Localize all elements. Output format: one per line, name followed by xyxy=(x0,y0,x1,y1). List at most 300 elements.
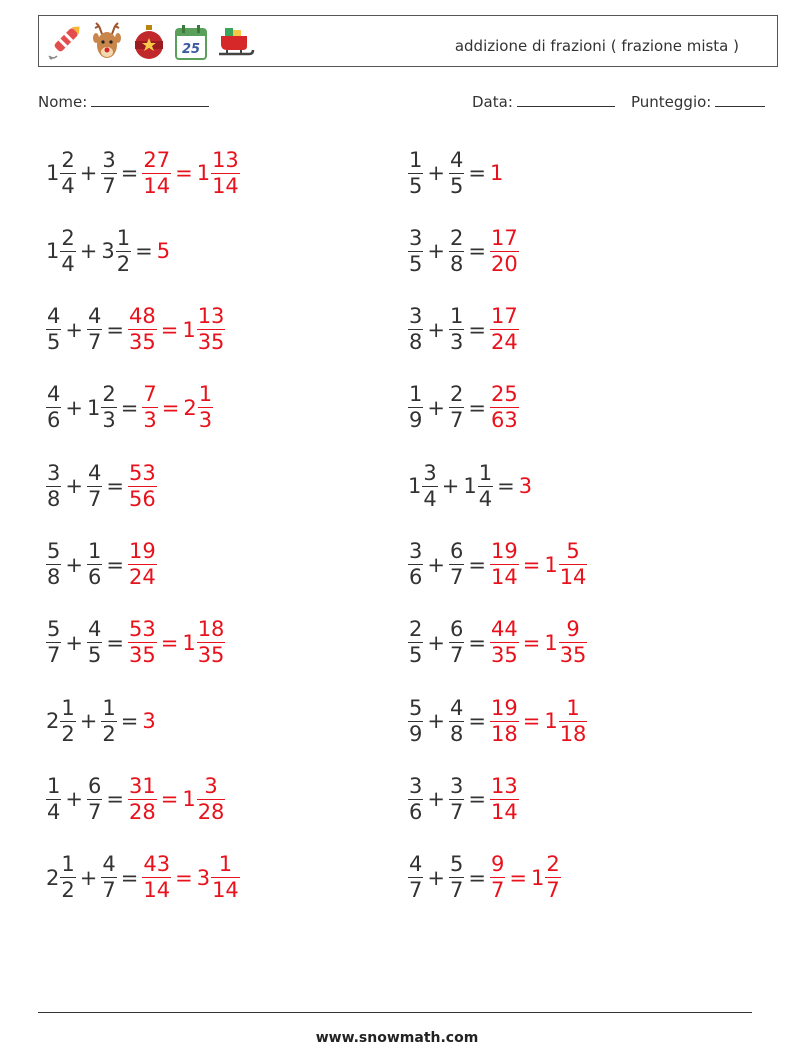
addend-b-denominator: 8 xyxy=(449,251,464,276)
score-line[interactable] xyxy=(715,92,765,107)
addend-a-fraction xyxy=(60,695,75,746)
result-numerator: 53 xyxy=(128,460,156,485)
addend-a-denominator: 9 xyxy=(409,721,423,746)
sleigh-icon xyxy=(215,22,255,62)
addend-b-numerator: 1 xyxy=(449,304,464,329)
mixed-result-whole: 1 xyxy=(544,630,558,655)
calendar-icon xyxy=(173,22,209,62)
addend-a-number xyxy=(408,619,423,666)
addend-b-denominator: 3 xyxy=(102,408,116,433)
answer xyxy=(128,773,225,824)
mixed-result-denominator: 35 xyxy=(197,643,225,668)
addend-a-numerator: 2 xyxy=(61,147,75,172)
result-fraction xyxy=(128,306,157,353)
result-number xyxy=(128,773,157,824)
addend-b-number xyxy=(449,541,464,588)
answer xyxy=(157,239,171,263)
equals-sign: = xyxy=(468,317,486,342)
answer xyxy=(142,709,156,733)
result-denominator: 35 xyxy=(128,643,156,668)
result-fraction xyxy=(128,619,157,666)
addend-b-denominator: 2 xyxy=(116,251,131,276)
addend-b-numerator: 1 xyxy=(116,225,131,250)
problem-item xyxy=(408,378,519,438)
answer xyxy=(142,384,213,431)
result-fraction xyxy=(490,695,519,746)
answer-equals-sign: = xyxy=(522,552,541,577)
result-fraction xyxy=(128,541,157,588)
addend-a-whole: 1 xyxy=(408,474,422,499)
result-number xyxy=(490,161,504,185)
addend-a-number xyxy=(46,225,76,276)
equals-sign: = xyxy=(468,239,486,264)
name-field[interactable] xyxy=(38,92,209,111)
result-number xyxy=(128,619,157,666)
result-number xyxy=(490,384,519,431)
addend-a-numerator: 3 xyxy=(409,773,423,798)
result-number xyxy=(157,239,171,263)
mixed-result-fraction xyxy=(545,854,560,901)
problem-item xyxy=(408,769,519,829)
mixed-result-denominator: 35 xyxy=(197,330,225,355)
problem-item xyxy=(46,691,157,751)
addend-b-denominator: 6 xyxy=(87,565,102,589)
equals-sign: = xyxy=(468,787,486,812)
plus-sign: + xyxy=(427,709,445,734)
result-number xyxy=(142,147,171,198)
addend-b-number xyxy=(87,541,102,588)
equals-sign: = xyxy=(120,865,139,890)
addend-a-fraction xyxy=(422,460,437,511)
problem-item xyxy=(408,691,587,751)
answer-equals-sign: = xyxy=(509,865,527,890)
addend-a-number xyxy=(46,541,61,588)
addend-a-denominator: 2 xyxy=(61,721,75,746)
mixed-result-whole: 3 xyxy=(196,865,211,890)
addend-b-numerator: 2 xyxy=(449,225,464,250)
result-whole: 5 xyxy=(156,239,171,264)
result-number xyxy=(142,709,156,733)
plus-sign: + xyxy=(441,474,460,499)
addend-b-fraction xyxy=(87,541,102,588)
mixed-result-number xyxy=(183,384,213,431)
answer-equals-sign: = xyxy=(160,787,179,812)
addend-b-fraction xyxy=(478,460,493,511)
addend-a-number xyxy=(46,147,76,198)
result-numerator: 44 xyxy=(490,617,518,642)
calendar-number: 25 xyxy=(181,42,201,57)
answer-equals-sign: = xyxy=(522,709,541,734)
result-denominator: 3 xyxy=(143,408,157,433)
addend-a-denominator: 5 xyxy=(409,173,423,198)
answer-equals-sign: = xyxy=(522,630,541,655)
addend-a-denominator: 7 xyxy=(47,643,61,668)
addend-a-denominator: 5 xyxy=(47,330,61,355)
addend-b-denominator: 4 xyxy=(478,486,493,511)
addend-a-fraction xyxy=(408,384,423,431)
addend-a-fraction xyxy=(408,225,423,276)
problem-item xyxy=(46,535,157,595)
plus-sign: + xyxy=(65,474,83,499)
worksheet-title: addizione di frazioni ( frazione mista ) xyxy=(454,37,739,55)
answer-equals-sign: = xyxy=(160,630,179,655)
addend-b-number xyxy=(101,695,116,746)
mixed-result-number xyxy=(531,854,561,901)
result-denominator: 18 xyxy=(490,721,518,746)
result-denominator: 20 xyxy=(490,251,518,276)
addend-a-fraction xyxy=(408,695,423,746)
footer-divider xyxy=(38,1012,752,1013)
plus-sign: + xyxy=(427,161,445,185)
addend-b-numerator: 1 xyxy=(478,460,493,485)
answer xyxy=(490,854,561,901)
addend-a-fraction xyxy=(408,306,423,353)
mixed-result-denominator: 14 xyxy=(559,565,587,589)
equals-sign: = xyxy=(468,865,486,890)
addend-a-denominator: 8 xyxy=(47,486,61,511)
mixed-result-denominator: 28 xyxy=(197,799,225,824)
addend-a-numerator: 3 xyxy=(409,539,423,563)
addend-a-numerator: 3 xyxy=(409,225,423,250)
equals-sign: = xyxy=(106,552,124,577)
answer xyxy=(490,225,519,276)
mixed-result-denominator: 18 xyxy=(559,721,587,746)
plus-sign: + xyxy=(427,630,445,655)
mixed-result-whole: 1 xyxy=(544,709,558,734)
result-denominator: 63 xyxy=(490,408,518,433)
addend-b-fraction xyxy=(449,695,464,746)
addend-b-numerator: 1 xyxy=(87,539,102,563)
addend-a-number xyxy=(408,225,423,276)
addend-a-number xyxy=(46,460,61,511)
addend-b-fraction xyxy=(87,306,102,353)
result-numerator: 17 xyxy=(490,225,518,250)
problem-item xyxy=(46,456,157,516)
addend-b-denominator: 7 xyxy=(449,799,464,824)
addend-a-fraction xyxy=(46,619,61,666)
reindeer-icon xyxy=(89,22,125,62)
plus-sign: + xyxy=(79,865,98,890)
addend-b-numerator: 6 xyxy=(449,539,464,563)
ornament-icon xyxy=(131,22,167,62)
addend-b-denominator: 7 xyxy=(102,878,116,903)
addend-b-number xyxy=(101,147,116,198)
answer xyxy=(490,541,587,588)
mixed-result-fraction xyxy=(559,695,588,746)
addend-a-numerator: 3 xyxy=(423,460,437,485)
date-line[interactable] xyxy=(517,92,615,107)
problem-item xyxy=(46,769,225,829)
addend-a-numerator: 5 xyxy=(47,539,61,563)
plus-sign: + xyxy=(427,865,445,890)
addend-b-fraction xyxy=(101,384,116,431)
addend-b-denominator: 2 xyxy=(102,721,116,746)
addend-a-numerator: 4 xyxy=(47,304,61,329)
mixed-result-numerator: 2 xyxy=(546,852,560,877)
addend-b-number xyxy=(449,306,464,353)
answer xyxy=(128,541,157,588)
answer xyxy=(519,474,533,498)
plus-sign: + xyxy=(65,552,83,577)
answer-equals-sign: = xyxy=(175,865,193,890)
result-fraction xyxy=(128,773,157,824)
mixed-result-fraction xyxy=(559,541,588,588)
addend-b-number xyxy=(449,695,464,746)
plus-sign: + xyxy=(427,239,445,264)
result-number xyxy=(490,854,505,901)
mixed-result-whole: 1 xyxy=(182,317,196,342)
mixed-result-numerator: 3 xyxy=(204,773,218,798)
addend-a-number xyxy=(408,773,423,824)
name-line[interactable] xyxy=(91,92,209,107)
problem-item xyxy=(46,221,171,281)
result-number xyxy=(490,695,519,746)
result-numerator: 19 xyxy=(128,539,156,563)
plus-sign: + xyxy=(79,709,98,734)
addend-b-numerator: 2 xyxy=(449,382,464,407)
addend-a-denominator: 8 xyxy=(409,330,423,355)
mixed-result-denominator: 3 xyxy=(198,408,213,433)
mixed-result-numerator: 1 xyxy=(198,382,213,407)
mixed-result-numerator: 18 xyxy=(197,617,225,642)
addend-b-denominator: 7 xyxy=(449,408,464,433)
mixed-result-numerator: 1 xyxy=(566,695,580,720)
result-denominator: 35 xyxy=(128,330,156,355)
problem-item xyxy=(408,535,587,595)
addend-b-numerator: 4 xyxy=(87,304,102,329)
result-whole: 3 xyxy=(518,474,533,499)
problem-item xyxy=(408,848,561,908)
addend-a-denominator: 5 xyxy=(409,251,423,276)
addend-b-denominator: 7 xyxy=(87,486,102,511)
date-field[interactable] xyxy=(472,92,615,111)
addend-b-fraction xyxy=(449,147,464,198)
addend-b-denominator: 7 xyxy=(87,799,102,824)
addend-b-numerator: 6 xyxy=(449,617,464,642)
header-icons xyxy=(45,22,255,62)
plus-sign: + xyxy=(79,239,98,264)
mixed-result-numerator: 5 xyxy=(566,539,580,563)
addend-b-numerator: 6 xyxy=(87,773,102,798)
problem-item xyxy=(46,300,225,360)
result-denominator: 14 xyxy=(143,878,171,903)
problem-item xyxy=(408,613,587,673)
result-denominator: 56 xyxy=(128,486,156,511)
addend-b-number xyxy=(87,306,102,353)
addend-a-denominator: 6 xyxy=(409,799,423,824)
mixed-result-denominator: 35 xyxy=(559,643,587,668)
result-fraction xyxy=(490,225,519,276)
equals-sign: = xyxy=(106,787,124,812)
result-fraction xyxy=(490,541,519,588)
addend-a-fraction xyxy=(46,306,61,353)
answer xyxy=(490,306,519,353)
addend-b-fraction xyxy=(449,773,464,824)
mixed-result-numerator: 1 xyxy=(218,852,233,877)
result-numerator: 17 xyxy=(490,304,518,329)
addend-b-fraction xyxy=(449,225,464,276)
result-denominator: 7 xyxy=(490,878,505,903)
addend-b-fraction xyxy=(87,619,102,666)
addend-a-fraction xyxy=(408,773,423,824)
answer xyxy=(128,460,157,511)
problem-item xyxy=(46,848,240,908)
addend-b-number xyxy=(87,384,117,431)
equals-sign: = xyxy=(468,552,486,577)
addend-a-numerator: 3 xyxy=(409,304,423,329)
addend-b-number xyxy=(87,773,102,824)
equals-sign: = xyxy=(106,630,124,655)
addend-a-denominator: 4 xyxy=(423,486,437,511)
addend-b-denominator: 7 xyxy=(102,173,116,198)
addend-b-fraction xyxy=(87,460,102,511)
plus-sign: + xyxy=(65,787,83,812)
result-fraction xyxy=(142,147,171,198)
name-label: Nome: xyxy=(38,93,88,111)
result-fraction xyxy=(490,384,519,431)
problem-item xyxy=(46,143,240,203)
addend-a-number xyxy=(408,460,438,511)
result-numerator: 43 xyxy=(143,852,171,877)
addend-a-numerator: 1 xyxy=(61,695,75,720)
addend-b-number xyxy=(449,384,464,431)
result-numerator: 48 xyxy=(128,304,156,329)
equals-sign: = xyxy=(468,709,486,734)
result-number xyxy=(142,854,171,901)
score-label: Punteggio: xyxy=(631,93,712,111)
mixed-result-denominator: 14 xyxy=(212,173,239,198)
mixed-result-fraction xyxy=(559,619,588,666)
addend-b-numerator: 4 xyxy=(87,460,102,485)
result-number xyxy=(490,306,519,353)
mixed-result-whole: 1 xyxy=(182,630,196,655)
answer xyxy=(490,384,519,431)
addend-a-numerator: 1 xyxy=(409,382,423,407)
addend-b-number xyxy=(463,460,493,511)
mixed-result-number xyxy=(182,773,225,824)
result-fraction xyxy=(490,619,519,666)
plus-sign: + xyxy=(427,787,445,812)
addend-b-number xyxy=(101,854,116,901)
mixed-result-number xyxy=(544,541,587,588)
result-denominator: 14 xyxy=(490,565,518,589)
plus-sign: + xyxy=(427,552,445,577)
mixed-result-fraction xyxy=(198,384,213,431)
addend-a-numerator: 3 xyxy=(47,460,61,485)
answer xyxy=(490,695,587,746)
result-whole: 3 xyxy=(142,709,156,734)
answer xyxy=(128,306,225,353)
addend-a-number xyxy=(408,306,423,353)
result-number xyxy=(519,474,533,498)
problem-item xyxy=(408,221,519,281)
addend-a-denominator: 5 xyxy=(409,643,423,668)
addend-b-number xyxy=(449,225,464,276)
addend-a-number xyxy=(408,147,423,198)
result-fraction xyxy=(142,854,171,901)
result-numerator: 27 xyxy=(143,147,171,172)
addend-b-denominator: 7 xyxy=(449,643,464,668)
answer xyxy=(490,619,587,666)
mixed-result-number xyxy=(182,619,225,666)
addend-b-number xyxy=(449,619,464,666)
result-fraction xyxy=(128,460,157,511)
plus-sign: + xyxy=(427,395,445,420)
addend-a-numerator: 4 xyxy=(409,852,423,877)
answer xyxy=(128,619,225,666)
addend-a-denominator: 6 xyxy=(409,565,423,589)
addend-b-numerator: 4 xyxy=(449,695,464,720)
addend-a-whole: 2 xyxy=(46,865,60,890)
mixed-result-numerator: 13 xyxy=(212,147,239,172)
addend-b-fraction xyxy=(449,854,464,901)
addend-a-number xyxy=(46,854,76,901)
addend-a-fraction xyxy=(46,384,61,431)
addend-b-numerator: 2 xyxy=(102,382,116,407)
addend-a-fraction xyxy=(46,773,61,824)
addend-a-whole: 1 xyxy=(46,239,60,264)
addend-a-whole: 2 xyxy=(46,709,60,734)
equals-sign: = xyxy=(468,161,486,185)
result-fraction xyxy=(490,306,519,353)
equals-sign: = xyxy=(106,317,124,342)
mixed-result-fraction xyxy=(211,147,240,198)
addend-b-number xyxy=(449,854,464,901)
footer-url: www.snowmath.com xyxy=(315,1030,479,1046)
result-number xyxy=(128,460,157,511)
addend-a-numerator: 1 xyxy=(61,852,75,877)
result-denominator: 28 xyxy=(128,799,156,824)
addend-a-number xyxy=(408,541,423,588)
answer xyxy=(490,773,519,824)
addend-b-numerator: 5 xyxy=(449,852,464,877)
mixed-result-fraction xyxy=(211,854,240,901)
addend-b-number xyxy=(449,147,464,198)
mixed-result-denominator: 14 xyxy=(212,878,239,903)
mixed-result-numerator: 13 xyxy=(197,304,225,329)
mixed-result-whole: 1 xyxy=(182,787,196,812)
result-denominator: 24 xyxy=(128,565,156,589)
mixed-result-fraction xyxy=(197,619,226,666)
result-numerator: 9 xyxy=(490,852,505,877)
addend-b-denominator: 7 xyxy=(87,330,102,355)
addend-a-number xyxy=(408,384,423,431)
equals-sign: = xyxy=(468,630,486,655)
score-field[interactable] xyxy=(631,92,765,111)
answer xyxy=(142,147,239,198)
addend-b-fraction xyxy=(449,384,464,431)
addend-a-numerator: 2 xyxy=(409,617,423,642)
plus-sign: + xyxy=(65,630,83,655)
rocket-icon xyxy=(45,22,83,62)
addend-a-number xyxy=(408,854,423,901)
addend-a-number xyxy=(46,384,61,431)
problem-item xyxy=(408,143,504,203)
mixed-result-number xyxy=(182,306,225,353)
addend-b-number xyxy=(101,225,131,276)
addend-b-numerator: 4 xyxy=(102,852,116,877)
mixed-result-fraction xyxy=(197,306,226,353)
mixed-result-whole: 2 xyxy=(183,395,197,420)
addend-b-numerator: 3 xyxy=(102,147,116,172)
addend-a-fraction xyxy=(46,541,61,588)
addend-a-number xyxy=(46,619,61,666)
addend-b-numerator: 4 xyxy=(87,617,102,642)
plus-sign: + xyxy=(65,395,83,420)
result-fraction xyxy=(490,854,505,901)
addend-b-fraction xyxy=(101,854,116,901)
addend-b-fraction xyxy=(449,619,464,666)
